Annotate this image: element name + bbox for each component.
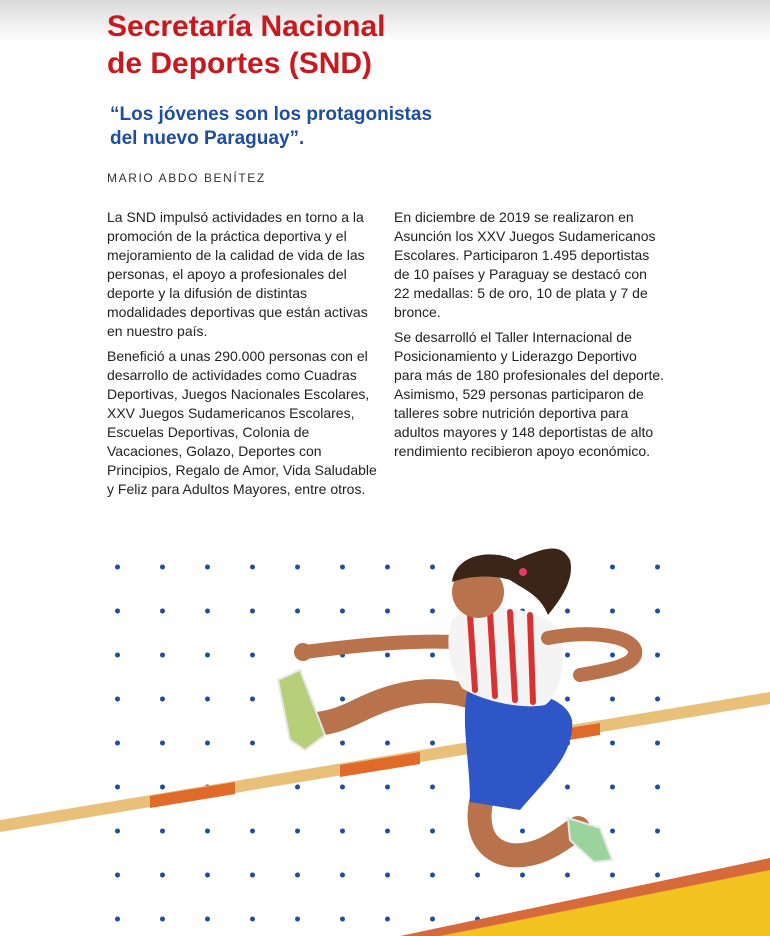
right-paragraph-1: En diciembre de 2019 se realizaron en Asunción los XXV Juegos Sudamericanos Escolares. Participaron 1.495 deportistas de 10 países y Paraguay se destacó con 22 medallas: 5 de oro, 10 de plata y 7 de bronce.: [394, 209, 656, 320]
title-line-2: de Deportes (SND): [107, 47, 373, 80]
quote-line-2: del nuevo Paraguay”.: [110, 128, 305, 149]
hurdler-photo: [0, 520, 770, 936]
hurdle-bar-stripe-1: [150, 782, 235, 808]
page-title: [107, 8, 527, 82]
athlete-left-arm: [305, 642, 455, 652]
athlete-left-hand: [294, 643, 312, 661]
athlete-trail-shoe: [568, 818, 612, 862]
quote: [110, 103, 470, 151]
jersey-stripe-4: [530, 615, 533, 702]
quote-line-1: “Los jóvenes son los protagonistas: [110, 104, 433, 125]
right-paragraph-2: Se desarrolló el Taller Internacional de Posicionamiento y Liderazgo Deportivo para más de 180 profesionales del deporte. Asimismo, 529 personas participaron de talleres sobre nutrición deportiva para adultos mayores y 148 deportistas de alto rendimiento recibieron apoyo económico.: [394, 329, 665, 459]
hair-tie: [519, 568, 527, 576]
hurdle-bar-stripe-2: [340, 752, 420, 777]
left-paragraph-1: La SND impulsó actividades en torno a la promoción de la práctica deportiva y el mejoramiento de la calidad de vida de las personas, el apoyo a profesionales del deporte y la difusión de distintas modalidades deportivas que están activas en nuestro país.: [107, 209, 368, 339]
left-paragraph-2: Benefició a unas 290.000 personas con el desarrollo de actividades como Cuadras Deportivas, Juegos Nacionales Escolares, XXV Juegos Sudamericanos Escolares, Escuelas Deportivas, Colonia de Vacaciones, Golazo, Deportes con Principios, Regalo de Amor, Vida Saludable y Feliz para Adultos Mayores, entre otros.: [107, 348, 377, 497]
title-line-1: Secretaría Nacional: [107, 10, 386, 43]
athlete: [278, 548, 635, 862]
left-column: [107, 208, 379, 505]
athlete-lead-shoe: [278, 670, 325, 750]
right-column: [394, 208, 666, 467]
quote-author: MARIO ABDO BENÍTEZ: [107, 171, 266, 185]
